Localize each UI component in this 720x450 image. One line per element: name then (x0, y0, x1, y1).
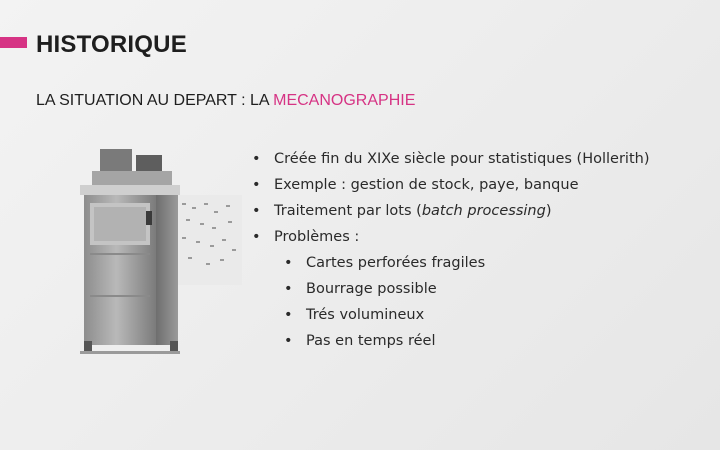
bullet-item (252, 146, 650, 172)
sub-bullet-text: Cartes perforées fragiles (306, 255, 486, 271)
tabulating-machine-image (62, 145, 242, 355)
sub-bullet-item (252, 328, 650, 354)
bullet-glyph: • (284, 255, 293, 271)
sub-bullet-item (252, 302, 650, 328)
bullet-glyph: • (252, 203, 261, 219)
bullet-text: Problèmes : (274, 229, 360, 245)
sub-bullet-text: Bourrage possible (306, 281, 437, 297)
accent-bar (0, 37, 27, 48)
subtitle-prefix: LA SITUATION AU DEPART : LA (36, 92, 274, 109)
sub-bullet-text: Trés volumineux (306, 307, 425, 323)
bullet-list (252, 146, 650, 354)
bullet-glyph: • (284, 333, 293, 349)
bullet-item (252, 198, 650, 224)
bullet-text-italic: batch processing (421, 203, 546, 219)
slide-subtitle (36, 92, 415, 110)
bullet-text: Créée fin du XIXe siècle pour statistiques (Hollerith) (274, 151, 650, 167)
bullet-item (252, 224, 650, 250)
bullet-glyph: • (284, 307, 293, 323)
sub-bullet-item (252, 250, 650, 276)
sub-bullet-text: Pas en temps réel (306, 333, 436, 349)
bullet-text-prefix: Traitement par lots ( (274, 203, 422, 219)
bullet-item (252, 172, 650, 198)
bullet-glyph: • (252, 229, 261, 245)
bullet-glyph: • (252, 177, 261, 193)
bullet-text: Exemple : gestion de stock, paye, banque (274, 177, 579, 193)
sub-bullet-item (252, 276, 650, 302)
bullet-glyph: • (284, 281, 293, 297)
subtitle-highlight: MECANOGRAPHIE (273, 92, 416, 109)
bullet-text-suffix: ) (545, 203, 552, 219)
bullet-glyph: • (252, 151, 261, 167)
slide-title: HISTORIQUE (36, 31, 187, 58)
